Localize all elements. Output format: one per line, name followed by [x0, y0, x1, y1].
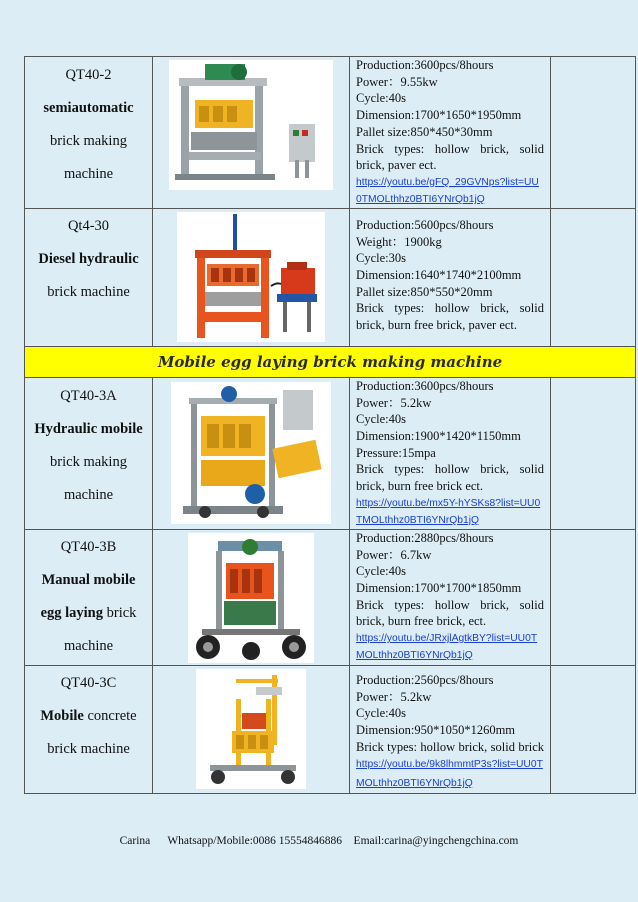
model-code: QT40-2	[65, 67, 112, 83]
spec-line: Cycle:40s	[356, 412, 406, 427]
photo-cell	[153, 208, 350, 346]
photo-cell	[153, 529, 350, 665]
model-code: QT40-3B	[60, 538, 117, 555]
model-desc-rest: brick	[103, 604, 137, 621]
empty-cell	[551, 665, 636, 793]
photo-cell	[153, 665, 350, 793]
model-type-bold: Mobile	[40, 707, 84, 724]
model-desc-bold: egg laying	[40, 604, 103, 621]
model-code: QT40-3A	[60, 387, 117, 404]
model-desc: machine	[63, 637, 114, 654]
spec-line: Dimension:950*1050*1260mm	[356, 722, 516, 737]
youtube-link[interactable]: https://youtu.be/mx5Y-hYSKs8?list=UU0TMOLthhz0BTI6YNrQb1jQ	[356, 497, 541, 526]
spec-line: Brick types: hollow brick, solid brick, burn free brick ect.	[356, 462, 544, 494]
spec-line: Cycle:40s	[356, 564, 406, 579]
model-type: Manual mobile	[41, 571, 136, 588]
model-type: Diesel hydraulic	[38, 250, 139, 267]
photo-cell	[153, 57, 350, 209]
spec-line: Production:3600pcs/8hours	[356, 378, 494, 393]
spec-line: Dimension:1640*1740*2100mm	[356, 268, 522, 283]
youtube-link[interactable]: https://youtu.be/9k8lhmmtP3s?list=UU0TMOLthhz0BTI6YNrQb1jQ	[356, 759, 543, 790]
model-type: semiautomatic	[43, 100, 134, 116]
spec-line: Dimension:1700*1700*1850mm	[356, 580, 522, 595]
footer-contact	[0, 835, 638, 847]
footer-name: Carina	[119, 835, 151, 847]
qt40-2-machine-photo	[169, 60, 333, 190]
spec-line: Pallet size:850*450*30mm	[356, 124, 493, 139]
footer-email: Email:carina@yingchengchina.com	[353, 835, 519, 847]
model-type: Hydraulic mobile	[34, 420, 143, 437]
model-cell	[25, 529, 153, 665]
footer-phone: Whatsapp/Mobile:0086 15554846886	[167, 835, 343, 847]
model-type	[25, 708, 152, 724]
model-cell	[25, 665, 153, 793]
model-code: QT40-3C	[60, 674, 117, 691]
model-cell	[25, 57, 153, 209]
model-desc: brick machine	[47, 740, 130, 757]
empty-cell	[551, 529, 636, 665]
table-row-qt40-3a	[25, 377, 636, 529]
youtube-link[interactable]: https://youtu.be/gFQ_29GVNps?list=UU0TMOLthhz0BTI6YNrQb1jQ	[356, 176, 539, 205]
empty-cell	[551, 208, 636, 346]
spec-line: Production:3600pcs/8hours	[356, 58, 494, 72]
table-row-qt40-3b	[25, 529, 636, 665]
spec-line: Power：6.7kw	[356, 547, 432, 562]
photo-cell	[153, 377, 350, 529]
spec-line: Power：5.2kw	[356, 395, 432, 410]
model-desc: machine	[63, 486, 114, 503]
spec-line: Production:2560pcs/8hours	[356, 672, 494, 687]
spec-line: Production:5600pcs/8hours	[356, 217, 494, 232]
spec-cell	[350, 529, 551, 665]
qt40-3b-machine-photo	[188, 533, 314, 663]
spec-cell	[350, 665, 551, 793]
spec-line: Cycle:40s	[356, 91, 406, 106]
spec-line	[356, 739, 544, 793]
machine-spec-table	[24, 56, 636, 794]
model-desc: brick making	[50, 453, 127, 470]
empty-cell	[551, 377, 636, 529]
spec-line: Production:2880pcs/8hours	[356, 530, 494, 545]
qt40-3c-machine-photo	[196, 669, 306, 789]
qt4-30-machine-photo	[177, 212, 325, 342]
spec-line: Brick types: hollow brick, solid brick, paver ect.	[356, 141, 544, 173]
spec-line: Brick types: hollow brick, solid brick, burn free brick, paver ect.	[356, 301, 544, 333]
spec-text: Brick types: hollow brick, solid brick	[356, 739, 544, 754]
qt40-3a-machine-photo	[171, 382, 331, 524]
spec-line: Pallet size:850*550*20mm	[356, 284, 493, 299]
empty-cell	[551, 57, 636, 209]
spec-line: Dimension:1900*1420*1150mm	[356, 429, 521, 444]
section-banner: Mobile egg laying brick making machine	[25, 346, 636, 377]
spec-cell	[350, 57, 551, 209]
model-cell	[25, 208, 153, 346]
spec-cell	[350, 208, 551, 346]
spec-line: Dimension:1700*1650*1950mm	[356, 108, 522, 123]
model-cell	[25, 377, 153, 529]
model-desc: machine	[63, 166, 114, 182]
model-code: Qt4-30	[67, 217, 110, 234]
spec-line: Power：5.2kw	[356, 689, 432, 704]
section-banner-row	[25, 346, 636, 377]
model-type-rest: concrete	[83, 707, 137, 724]
model-desc: brick machine	[47, 283, 130, 300]
spec-cell	[350, 377, 551, 529]
model-desc	[25, 605, 152, 621]
table-row-qt40-3c	[25, 665, 636, 793]
model-desc: brick making	[50, 133, 127, 149]
spec-line: Weight：1900kg	[356, 234, 442, 249]
spec-line: Brick types: hollow brick, solid brick, burn free brick, ect.	[356, 597, 544, 629]
spec-line: Cycle:40s	[356, 706, 406, 721]
spec-line: Cycle:30s	[356, 251, 406, 266]
spec-line: Power：9.55kw	[356, 74, 438, 89]
spec-line: Pressure:15mpa	[356, 445, 436, 460]
table-row-qt4-30	[25, 208, 636, 346]
table-row-qt40-2	[25, 57, 636, 209]
youtube-link[interactable]: https://youtu.be/JRxjlAgtkBY?list=UU0TMOLthhz0BTI6YNrQb1jQ	[356, 633, 538, 662]
